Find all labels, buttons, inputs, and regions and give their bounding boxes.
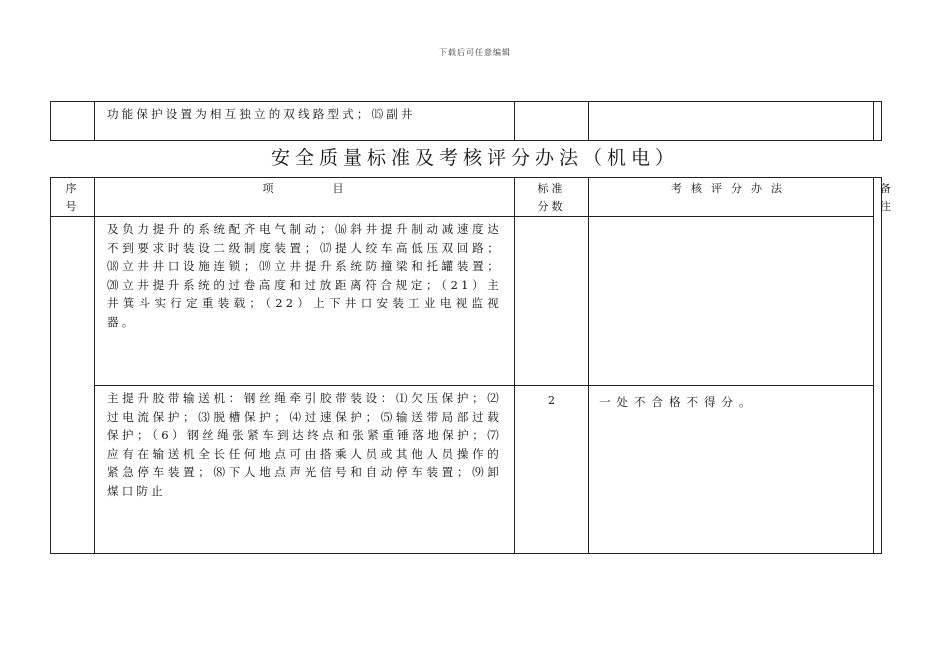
- header-score: 标准分数: [515, 178, 589, 217]
- header-remark: 备注: [874, 178, 882, 554]
- method-cell: [589, 217, 874, 386]
- score-cell: [515, 217, 589, 386]
- item-cell: [95, 102, 515, 141]
- header-method: 考核评分办法: [589, 178, 874, 217]
- seq-cell: [51, 102, 95, 141]
- header-note: 下载后可任意编辑: [439, 48, 511, 57]
- table-row: [51, 217, 882, 386]
- remark-cell: [874, 102, 882, 141]
- page-title: 安全质量标准及考核评分办法（机电）: [270, 147, 679, 169]
- score-cell: 2: [515, 386, 589, 554]
- item-text: 及负力提升的系统配齐电气制动；⒃斜井提升制动减速度达不到要求时装设二级制度装置；⒄提人绞车高低压双回路；⒅立井井口设施连锁；⒆立井提升系统防撞梁和托罐装置；⒇立井提升系统的过卷高度和过放距离符合规定；（21）主井箕斗实行定重装载；（22）上下井口安装工业电视监视器。: [107, 222, 502, 329]
- score-cell: [515, 102, 589, 141]
- item-text: 功能保护设置为相互独立的双线路型式；⒂副井: [107, 107, 416, 121]
- header-item: 项 目: [95, 178, 515, 217]
- method-cell: 一处不合格不得分。: [589, 386, 874, 554]
- table-header-row: [51, 178, 882, 217]
- standards-table: [50, 177, 894, 554]
- item-text: 主提升胶带输送机：钢丝绳牵引胶带装设：⑴欠压保护；⑵过电流保护；⑶脱槽保护；⑷过速保护；⑸输送带局部过载保护；（6）钢丝绳张紧车到达终点和张紧重锤落地保护；⑺应有在输送机全长任何地点可由搭乘人员或其他人员操作的紧急停车装置；⑻下人地点声光信号和自动停车装置；⑼卸煤口防止: [107, 391, 502, 498]
- item-cell: [95, 386, 515, 554]
- header-seq: 序号: [51, 178, 95, 217]
- previous-page-table: [50, 101, 882, 141]
- seq-cell: [51, 217, 95, 554]
- table-row: [51, 386, 882, 554]
- method-cell: [589, 102, 874, 141]
- item-cell: [95, 217, 515, 386]
